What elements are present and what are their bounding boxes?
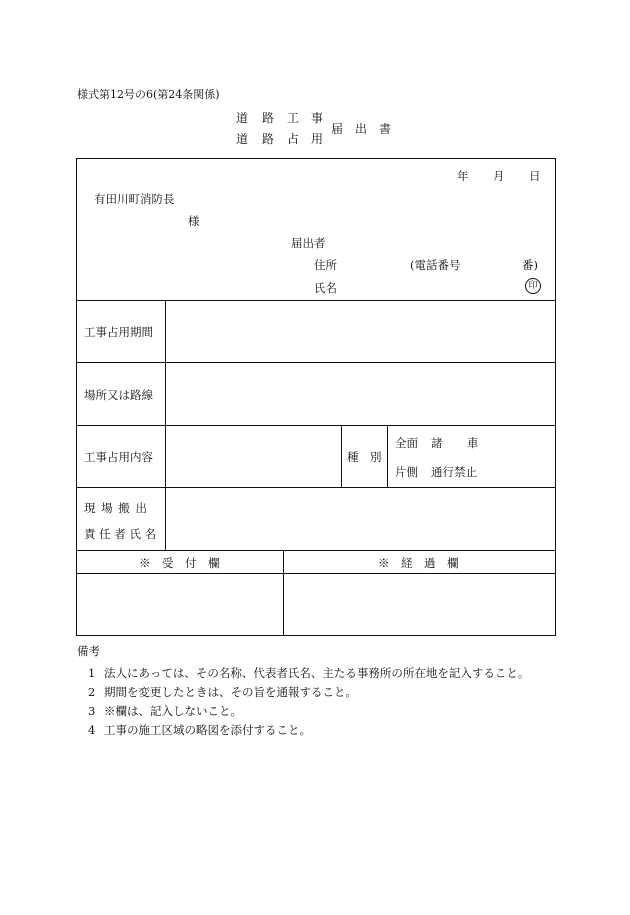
place-label: 場所又は路線	[84, 388, 153, 402]
title-char: 工	[287, 111, 300, 125]
type-option-partial: 片側	[395, 465, 418, 479]
period-label: 工事占用期間	[84, 325, 153, 339]
title-char: 用	[311, 132, 324, 146]
reception-column-header: ※ 受 付 欄	[139, 556, 220, 570]
title-char: 占	[287, 132, 300, 146]
progress-column-header: ※ 経 過 欄	[378, 556, 459, 570]
date-year: 年	[457, 169, 469, 183]
phone-label: (電話番号	[410, 258, 461, 272]
type-option-full: 車	[467, 436, 479, 450]
responsible-label-line2: 責 任 者 氏 名	[84, 527, 157, 541]
column-divider	[283, 550, 284, 635]
type-option-full: 全面	[395, 436, 418, 450]
type-option-partial: 通行禁止	[431, 465, 477, 479]
type-option-full: 諸	[431, 436, 443, 450]
date-day: 日	[529, 169, 541, 183]
title-char: 道	[236, 111, 249, 125]
column-divider	[341, 425, 342, 487]
column-divider	[387, 425, 388, 487]
row-divider	[77, 300, 555, 301]
content-label: 工事占用内容	[84, 450, 153, 464]
column-divider	[165, 300, 166, 550]
note-item: 2 期間を変更したときは、その旨を通報すること。	[88, 685, 357, 699]
form-reference: 様式第12号の6(第24条関係)	[77, 88, 220, 101]
seal-mark: 印	[525, 278, 541, 294]
row-divider	[77, 550, 555, 551]
applicant-label: 届出者	[291, 236, 326, 250]
title-char: 路	[262, 132, 275, 146]
title-char: 道	[236, 132, 249, 146]
type-label: 種 別	[347, 450, 382, 464]
title-char: 事	[311, 111, 324, 125]
title-char: 出	[355, 122, 368, 136]
row-divider	[77, 425, 555, 426]
title-char: 届	[331, 122, 344, 136]
title-char: 書	[379, 122, 392, 136]
title-char: 路	[262, 111, 275, 125]
addressee: 有田川町消防長	[94, 192, 175, 206]
notes-title: 備考	[77, 644, 100, 658]
date-month: 月	[493, 169, 505, 183]
name-label: 氏名	[314, 281, 337, 295]
note-item: 3 ※欄は、記入しないこと。	[88, 704, 242, 718]
honorific: 様	[188, 214, 200, 228]
address-label: 住所	[314, 258, 337, 272]
row-divider	[77, 487, 555, 488]
row-divider	[77, 362, 555, 363]
responsible-label-line1: 現 場 搬 出	[84, 501, 148, 515]
note-item: 1 法人にあっては、その名称、代表者氏名、主たる事務所の所在地を記入すること。	[88, 666, 530, 680]
phone-suffix: 番)	[522, 258, 538, 272]
row-divider	[77, 573, 555, 574]
note-item: 4 工事の施工区域の略図を添付すること。	[88, 723, 311, 737]
